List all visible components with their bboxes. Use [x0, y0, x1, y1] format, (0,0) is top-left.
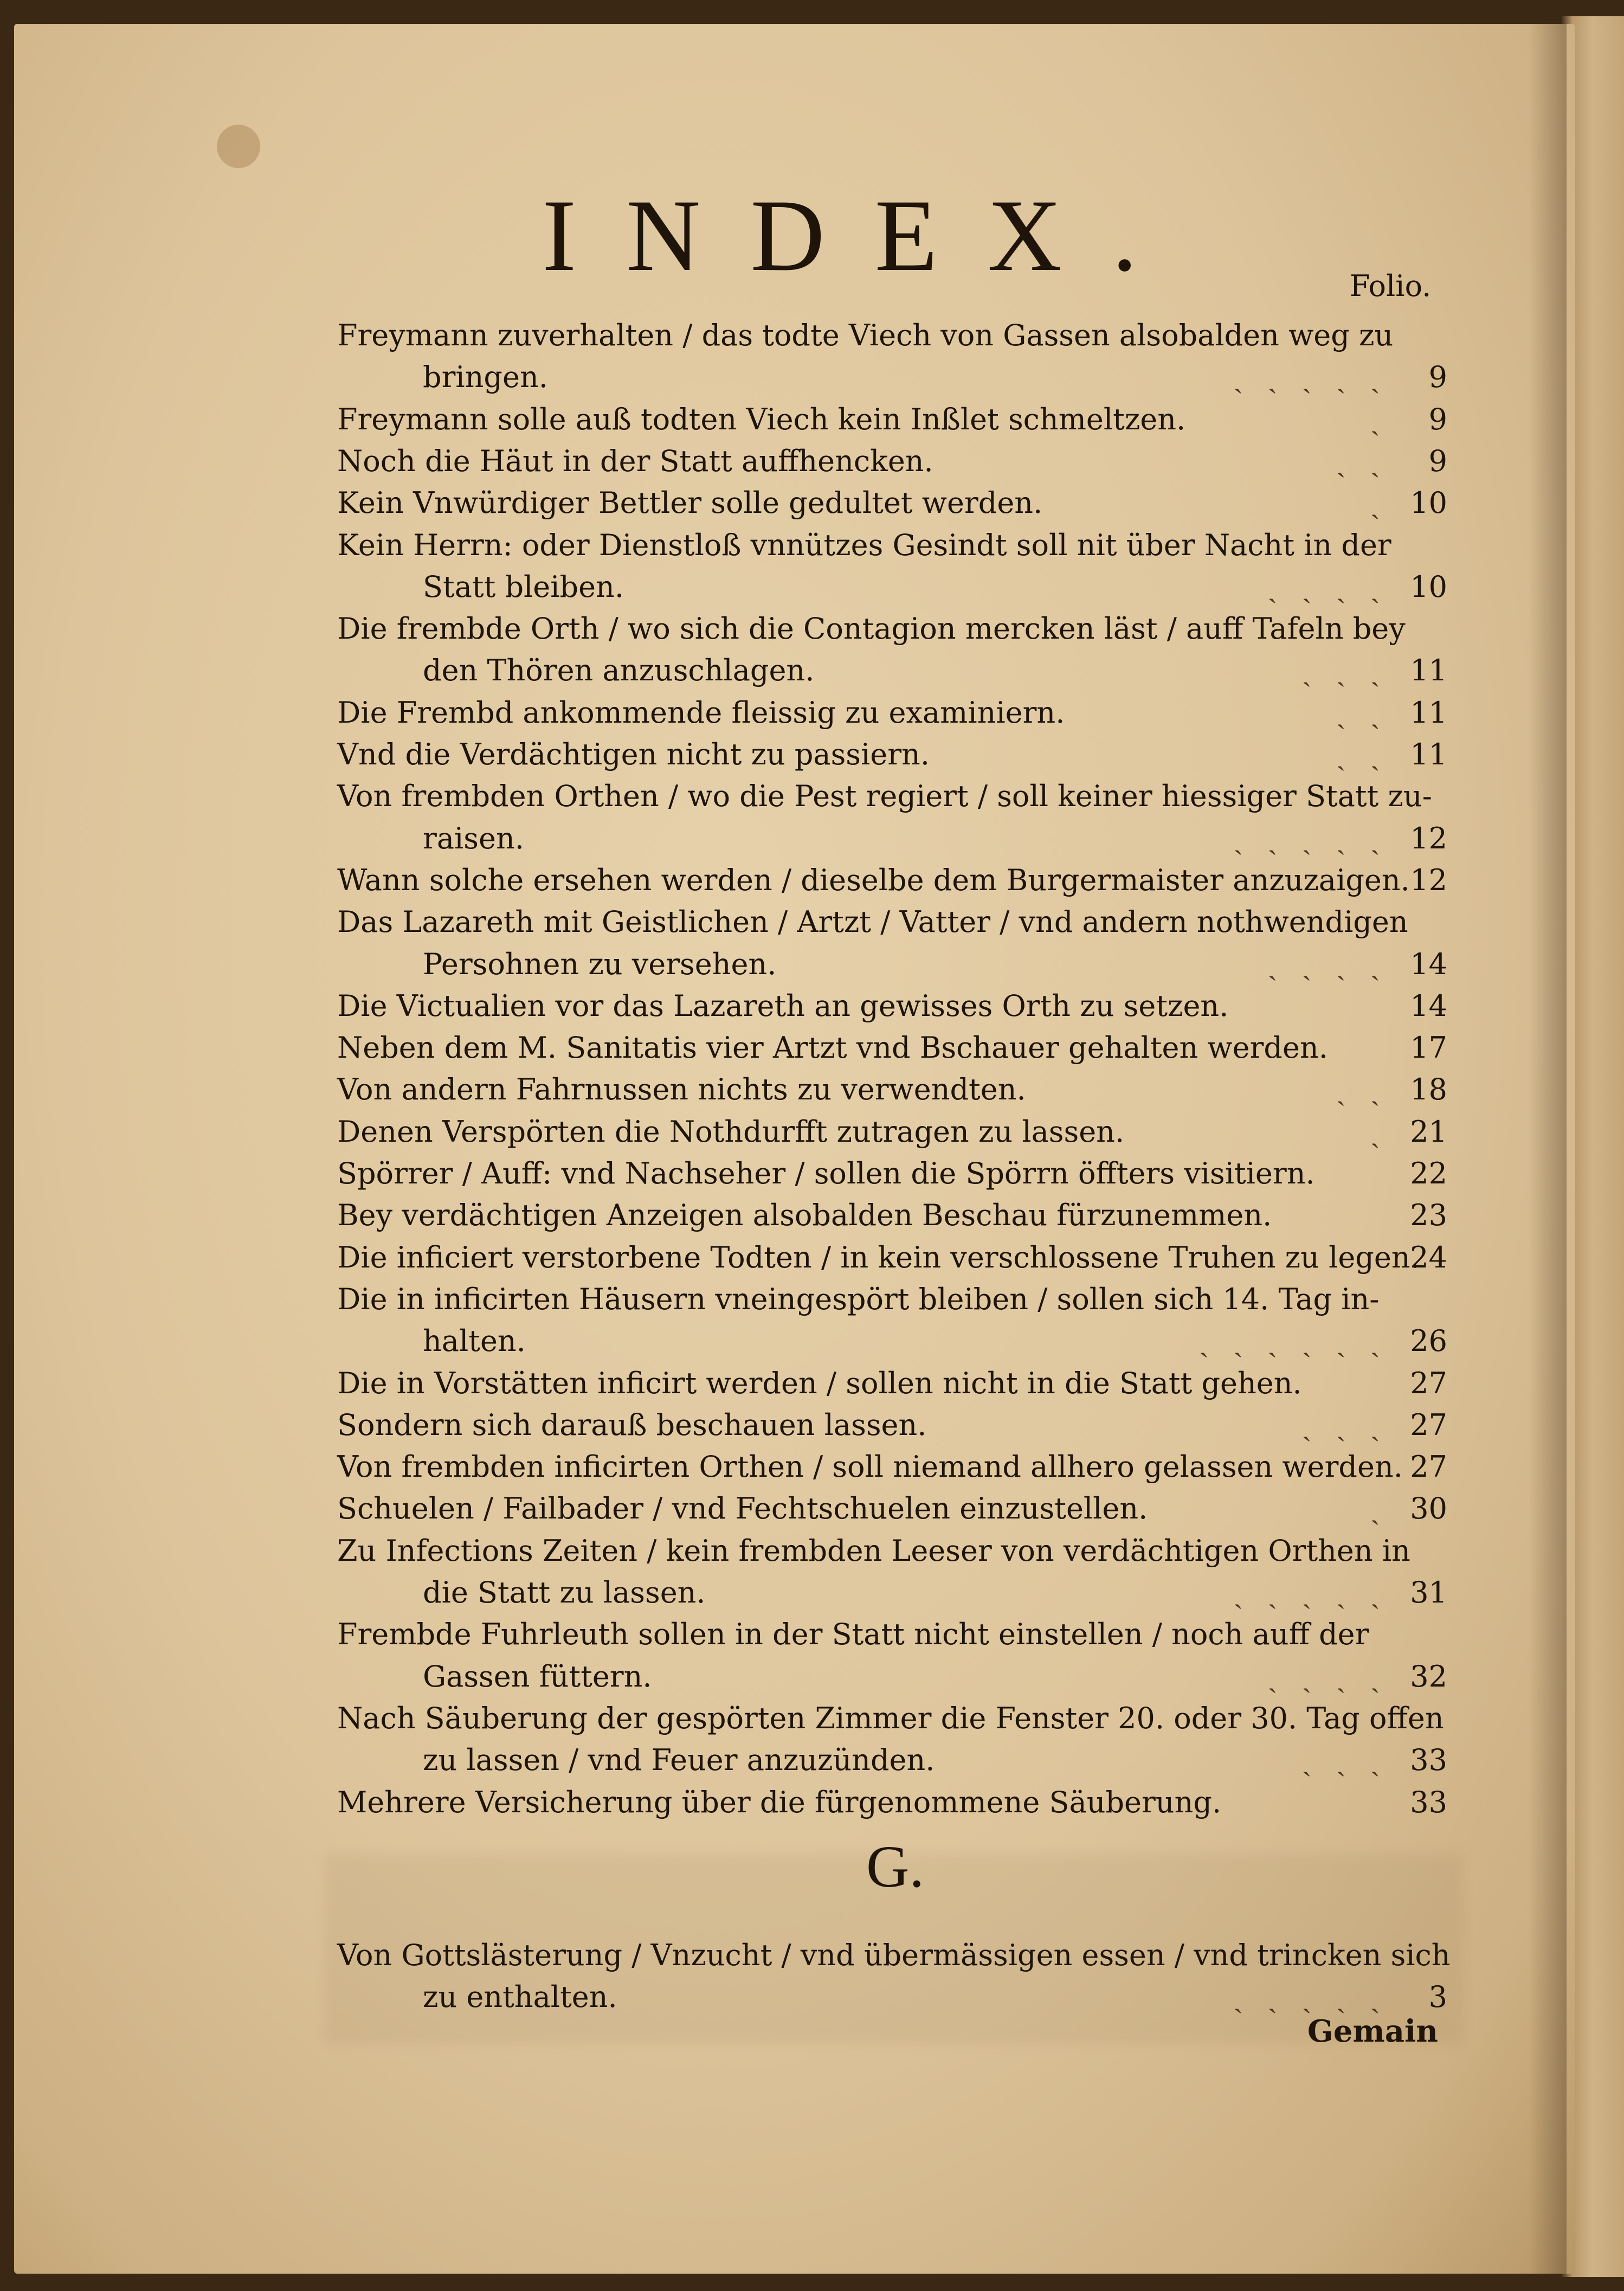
entry-text: Kein Vnwürdiger Bettler solle gedultet werden. — [337, 486, 1043, 520]
index-entry-continuation — [423, 818, 1447, 860]
entry-text: Bey verdächtigen Anzeigen alsobalden Beschau fürzunemmen. — [337, 1198, 1272, 1233]
folio-number: 14 — [1410, 947, 1447, 981]
folio-number: 10 — [1410, 569, 1447, 604]
entry-text: Statt bleiben. — [423, 569, 624, 604]
leader-dots: ˏ ˏ — [1336, 1072, 1388, 1107]
entry-text: Die frembde Orth / wo sich die Contagion mercken läst / auff Tafeln bey — [337, 612, 1406, 646]
index-entry-continuation — [423, 566, 1447, 608]
index-entry-continuation — [423, 1976, 1447, 2018]
entry-text: Vnd die Verdächtigen nicht zu passiern. — [337, 737, 930, 771]
leader-dots: ˏ — [1370, 402, 1388, 436]
leader-dots: ˏ ˏ ˏ — [1301, 653, 1388, 688]
leader-dots: ˏ ˏ ˏ ˏ — [1267, 569, 1388, 604]
leader-dots: ˏ — [1370, 1491, 1388, 1526]
index-entry — [337, 1488, 1447, 1530]
entry-text: Freymann zuverhalten / das todte Viech von Gassen alsobalden weg zu — [337, 318, 1394, 352]
index-entry-continuation — [423, 1739, 1447, 1781]
leader-dots: ˏ ˏ ˏ ˏ — [1267, 947, 1388, 981]
index-entry — [337, 1027, 1447, 1069]
entry-text: Spörrer / Auff: vnd Nachseher / sollen die Spörrn öffters visitiern. — [337, 1156, 1315, 1190]
index-entry — [337, 985, 1447, 1027]
index-entry — [337, 1697, 1447, 1740]
folio-number: 10 — [1410, 486, 1447, 520]
entry-text: Sondern sich darauß beschauen lassen. — [337, 1407, 927, 1442]
entry-text: Von andern Fahrnussen nichts zu verwendten. — [337, 1072, 1026, 1107]
entry-text: Denen Verspörten die Nothdurfft zutragen zu lassen. — [337, 1114, 1125, 1149]
entry-text: zu enthalten. — [423, 1980, 617, 2015]
folio-number: 30 — [1410, 1491, 1447, 1526]
entry-text: Neben dem M. Sanitatis vier Artzt vnd Bschauer gehalten werden. — [337, 1031, 1328, 1065]
entry-text: Kein Herrn: oder Dienstloß vnnützes Gesindt soll nit über Nacht in der — [337, 527, 1391, 562]
index-entry-continuation — [423, 1320, 1447, 1362]
folio-number: 11 — [1410, 695, 1447, 730]
folio-number: 17 — [1410, 1031, 1447, 1065]
folio-number: 3 — [1428, 1980, 1447, 2015]
folio-number: 18 — [1410, 1072, 1447, 1107]
folio-number: 9 — [1428, 402, 1447, 436]
entry-text: Gassen füttern. — [423, 1659, 652, 1694]
index-entry — [337, 775, 1447, 818]
index-entry — [337, 692, 1447, 734]
leader-dots: ˏ ˏ — [1336, 443, 1388, 478]
leader-dots: ˏ ˏ ˏ ˏ ˏ — [1233, 821, 1388, 855]
leader-dots: ˏ ˏ ˏ ˏ — [1267, 1659, 1388, 1694]
folio-column-header: Folio. — [1350, 269, 1432, 303]
leader-dots: ˏ ˏ ˏ ˏ ˏ — [1233, 1575, 1388, 1610]
folio-number: 27 — [1410, 1450, 1447, 1484]
folio-number: 32 — [1410, 1659, 1447, 1694]
entry-text: Die in inficirten Häusern vneingespört bleiben / sollen sich 14. Tag in- — [337, 1282, 1380, 1316]
folio-number: 11 — [1410, 653, 1447, 688]
entry-text: Von Gottslästerung / Vnzucht / vnd übermässigen essen / vnd trincken sich — [337, 1938, 1451, 1972]
index-entry — [337, 1194, 1447, 1237]
entry-text: Die inficiert verstorbene Todten / in kein verschlossene Truhen zu legen. — [337, 1240, 1420, 1275]
folio-number: 14 — [1410, 988, 1447, 1023]
index-entry-continuation — [423, 943, 1447, 986]
folio-number: 9 — [1428, 443, 1447, 478]
index-entry — [337, 1446, 1447, 1488]
leader-dots: ˏ ˏ — [1336, 737, 1388, 771]
folio-number: 22 — [1410, 1156, 1447, 1190]
entry-text: Die in Vorstätten inficirt werden / sollen nicht in die Statt gehen. — [337, 1366, 1302, 1400]
index-entry — [337, 524, 1447, 567]
index-entry — [337, 1153, 1447, 1195]
index-entry — [337, 1278, 1447, 1321]
index-entry — [337, 1404, 1447, 1446]
index-entry — [337, 859, 1447, 902]
folio-number: 33 — [1410, 1785, 1447, 1819]
folio-number: 27 — [1410, 1407, 1447, 1442]
index-entry — [337, 314, 1447, 357]
leader-dots: ˏ ˏ ˏ ˏ ˏ — [1233, 1980, 1388, 2015]
entry-text: Freymann solle auß todten Viech kein Inßlet schmeltzen. — [337, 402, 1186, 436]
index-entry-continuation — [423, 356, 1447, 398]
index-entry — [337, 482, 1447, 524]
index-entry — [337, 1237, 1447, 1279]
leader-dots: ˏ ˏ — [1336, 695, 1388, 730]
folio-number: 27 — [1410, 1366, 1447, 1400]
index-entry — [337, 1111, 1447, 1153]
folio-number: 12 — [1410, 821, 1447, 855]
leader-dots: ˏ ˏ ˏ — [1301, 1743, 1388, 1778]
entry-text: Frembde Fuhrleuth sollen in der Statt nicht einstellen / noch auff der — [337, 1617, 1369, 1652]
index-entry-continuation — [423, 1656, 1447, 1698]
entry-text: Noch die Häut in der Statt auffhencken. — [337, 443, 933, 478]
entry-text: halten. — [423, 1324, 526, 1359]
entry-text: raisen. — [423, 821, 524, 855]
folio-number: 23 — [1410, 1198, 1447, 1233]
folio-number: 31 — [1410, 1575, 1447, 1610]
entry-text: die Statt zu lassen. — [423, 1575, 706, 1610]
index-entry — [337, 733, 1447, 776]
entry-text: Die Frembd ankommende fleissig zu examiniern. — [337, 695, 1065, 730]
index-entry — [337, 398, 1447, 441]
entry-text: Zu Infections Zeiten / kein frembden Leeser von verdächtigen Orthen in — [337, 1533, 1410, 1568]
entry-text: zu lassen / vnd Feuer anzuzünden. — [423, 1743, 935, 1778]
entry-text: Nach Säuberung der gespörten Zimmer die Fenster 20. oder 30. Tag offen — [337, 1701, 1444, 1735]
folio-number: 12 — [1410, 863, 1447, 897]
entry-text: Von frembden inficirten Orthen / soll niemand allhero gelassen werden. — [337, 1450, 1403, 1484]
leader-dots: ˏ — [1370, 486, 1388, 520]
catchword: Gemain — [1307, 2013, 1438, 2049]
index-entry — [337, 1362, 1447, 1405]
entry-text: Von frembden Orthen / wo die Pest regiert / soll keiner hiessiger Statt zu- — [337, 779, 1432, 814]
index-entry — [337, 608, 1447, 650]
leader-dots: ˏ ˏ ˏ — [1301, 1407, 1388, 1442]
entry-text: Schuelen / Failbader / vnd Fechtschuelen einzustellen. — [337, 1491, 1148, 1526]
entry-text: Persohnen zu versehen. — [423, 947, 777, 981]
folio-number: 26 — [1410, 1324, 1447, 1359]
folio-number: 9 — [1428, 360, 1447, 395]
index-entry — [337, 1530, 1447, 1572]
index-entry-continuation — [423, 1572, 1447, 1614]
page-title: INDEX. — [542, 179, 1188, 293]
index-entry — [337, 1781, 1447, 1824]
entry-text: Wann solche ersehen werden / dieselbe dem Burgermaister anzuzaigen. — [337, 863, 1410, 897]
folio-number: 11 — [1410, 737, 1447, 771]
folio-number: 33 — [1410, 1743, 1447, 1778]
entry-text: Die Victualien vor das Lazareth an gewisses Orth zu setzen. — [337, 988, 1229, 1023]
index-entry — [337, 1069, 1447, 1111]
folio-number: 21 — [1410, 1114, 1447, 1149]
index-entry — [337, 440, 1447, 482]
leader-dots: ˏ ˏ ˏ ˏ ˏ ˏ — [1199, 1324, 1388, 1359]
index-entry-continuation — [423, 649, 1447, 692]
section-letter-heading: G. — [866, 1833, 924, 1900]
entry-text: den Thören anzuschlagen. — [423, 653, 815, 688]
folio-number: 24 — [1410, 1240, 1447, 1275]
index-entry — [337, 1613, 1447, 1656]
entry-text: Mehrere Versicherung über die fürgenommene Säuberung. — [337, 1785, 1222, 1819]
entry-text: Das Lazareth mit Geistlichen / Artzt / Vatter / vnd andern nothwendigen — [337, 905, 1408, 939]
leader-dots: ˏ ˏ ˏ ˏ ˏ — [1233, 360, 1388, 395]
index-entry — [337, 1934, 1451, 1977]
index-entry — [337, 901, 1447, 943]
entry-text: bringen. — [423, 360, 548, 395]
leader-dots: ˏ — [1370, 1114, 1388, 1149]
